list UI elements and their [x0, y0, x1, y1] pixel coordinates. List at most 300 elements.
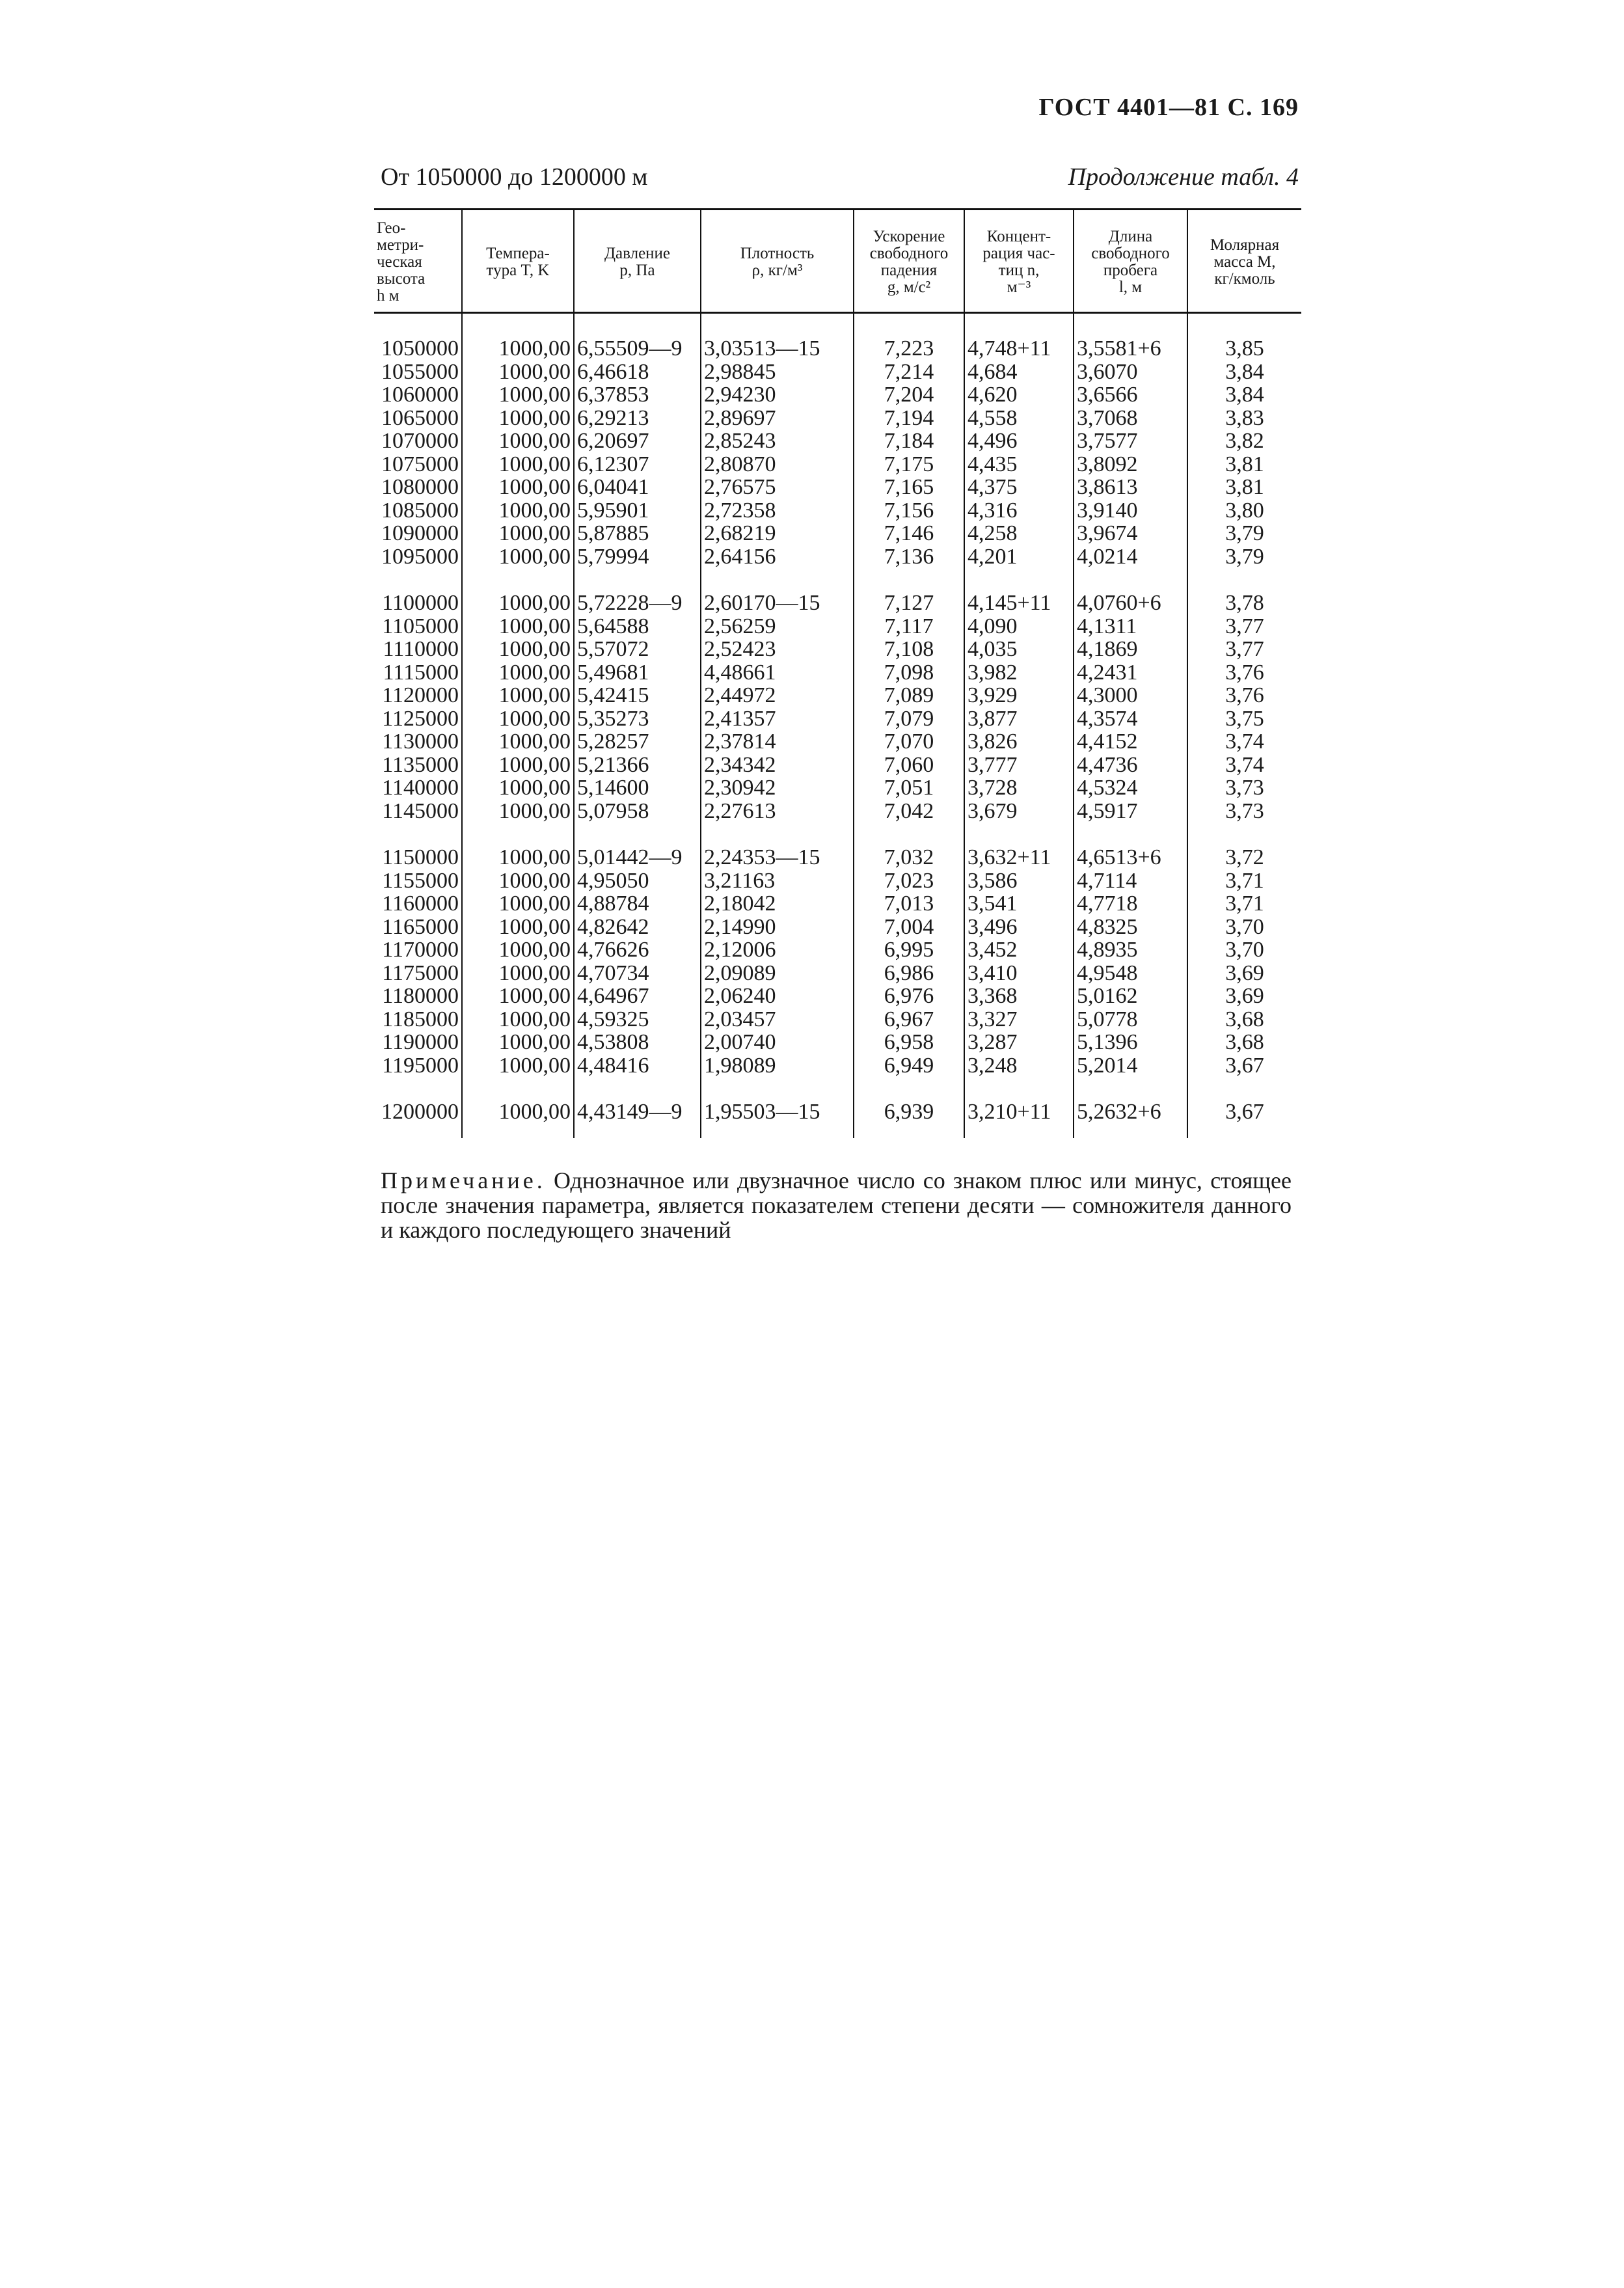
spacer-cell [574, 1077, 701, 1100]
spacer-cell [374, 823, 462, 846]
cell-pressure: 5,42415 [574, 684, 701, 707]
cell-temperature: 1000,00 [462, 730, 574, 754]
cell-gravity: 7,223 [854, 337, 964, 361]
table-row [374, 684, 1301, 707]
col-header-gravity: Ускорение свободного падения g, м/с² [854, 210, 964, 313]
cell-concentration: 3,877 [964, 707, 1074, 731]
cell-molar-mass: 3,79 [1225, 544, 1264, 569]
cell-concentration: 3,777 [964, 754, 1074, 777]
cell-pressure: 6,12307 [574, 453, 701, 476]
spacer-cell [1074, 313, 1187, 338]
spacer-cell [854, 1077, 964, 1100]
cell-height: 1150000 [374, 846, 462, 869]
cell-gravity: 7,117 [854, 615, 964, 638]
height-range: От 1050000 до 1200000 м [381, 163, 648, 191]
cell-free-path: 4,0760+6 [1074, 592, 1187, 615]
spacer-cell [964, 1077, 1074, 1100]
spacer-cell [574, 568, 701, 592]
cell-molar-mass: 3,74 [1225, 729, 1264, 754]
cell-free-path: 4,3574 [1074, 707, 1187, 731]
note-text: Однозначное или двузначное число со знаком плюс или минус, стоящее после значения параметра, является показателем степени десяти — сомножителя данного и каждого последующего значений [381, 1167, 1292, 1243]
cell-density: 4,48661 [701, 661, 854, 685]
cell-gravity: 7,194 [854, 407, 964, 430]
cell-concentration: 3,679 [964, 800, 1074, 823]
cell-height: 1065000 [374, 407, 462, 430]
table-row [374, 916, 1301, 939]
cell-free-path: 4,4736 [1074, 754, 1187, 777]
cell-height: 1060000 [374, 383, 462, 407]
cell-gravity: 7,214 [854, 361, 964, 384]
spacer-cell [574, 313, 701, 338]
cell-temperature: 1000,00 [462, 846, 574, 869]
cell-concentration: 3,210+11 [964, 1100, 1074, 1124]
cell-temperature: 1000,00 [462, 522, 574, 545]
cell-concentration: 3,287 [964, 1031, 1074, 1054]
cell-concentration: 3,728 [964, 776, 1074, 800]
cell-pressure: 6,37853 [574, 383, 701, 407]
cell-pressure: 4,48416 [574, 1054, 701, 1078]
cell-density: 1,98089 [701, 1054, 854, 1078]
cell-pressure: 4,53808 [574, 1031, 701, 1054]
cell-density: 2,76575 [701, 476, 854, 499]
cell-concentration: 4,258 [964, 522, 1074, 545]
group-spacer [374, 1124, 1301, 1138]
cell-gravity: 7,089 [854, 684, 964, 707]
table-row [374, 776, 1301, 800]
cell-gravity: 7,098 [854, 661, 964, 685]
cell-free-path: 5,2632+6 [1074, 1100, 1187, 1124]
cell-free-path: 4,5917 [1074, 800, 1187, 823]
cell-pressure: 4,95050 [574, 869, 701, 893]
cell-height: 1165000 [374, 916, 462, 939]
spacer-cell [854, 823, 964, 846]
cell-height: 1110000 [374, 638, 462, 661]
cell-height: 1095000 [374, 545, 462, 569]
spacer-cell [462, 823, 574, 846]
table-row [374, 361, 1301, 384]
table-row [374, 638, 1301, 661]
cell-molar-mass: 3,70 [1225, 938, 1264, 962]
spacer-cell [701, 823, 854, 846]
table-body [374, 313, 1301, 1138]
cell-molar-mass: 3,83 [1225, 405, 1264, 430]
spacer-cell [462, 313, 574, 338]
spacer-cell [574, 823, 701, 846]
spacer-cell [1187, 1124, 1301, 1138]
cell-free-path: 5,2014 [1074, 1054, 1187, 1078]
cell-height: 1055000 [374, 361, 462, 384]
cell-pressure: 5,07958 [574, 800, 701, 823]
cell-temperature: 1000,00 [462, 476, 574, 499]
spacer-cell [462, 568, 574, 592]
cell-molar-mass: 3,75 [1225, 706, 1264, 731]
cell-height: 1160000 [374, 892, 462, 916]
cell-pressure: 5,21366 [574, 754, 701, 777]
cell-molar-mass: 3,68 [1225, 1030, 1264, 1054]
table-row [374, 869, 1301, 893]
cell-density: 2,94230 [701, 383, 854, 407]
group-spacer [374, 568, 1301, 592]
cell-pressure: 6,46618 [574, 361, 701, 384]
spacer-cell [462, 1077, 574, 1100]
cell-molar-mass: 3,74 [1225, 752, 1264, 777]
cell-free-path: 3,6070 [1074, 361, 1187, 384]
table-row [374, 522, 1301, 545]
cell-molar-mass: 3,79 [1225, 521, 1264, 545]
cell-free-path: 4,7718 [1074, 892, 1187, 916]
cell-density: 2,00740 [701, 1031, 854, 1054]
table-row [374, 1100, 1301, 1124]
cell-free-path: 3,9674 [1074, 522, 1187, 545]
cell-temperature: 1000,00 [462, 776, 574, 800]
cell-temperature: 1000,00 [462, 1054, 574, 1078]
spacer-cell [964, 1124, 1074, 1138]
cell-temperature: 1000,00 [462, 661, 574, 685]
cell-density: 2,34342 [701, 754, 854, 777]
cell-gravity: 7,184 [854, 429, 964, 453]
cell-temperature: 1000,00 [462, 545, 574, 569]
cell-free-path: 4,7114 [1074, 869, 1187, 893]
cell-density: 2,44972 [701, 684, 854, 707]
note-label: Примечание. [381, 1167, 546, 1193]
cell-density: 2,27613 [701, 800, 854, 823]
cell-gravity: 7,136 [854, 545, 964, 569]
cell-concentration: 4,435 [964, 453, 1074, 476]
cell-height: 1180000 [374, 985, 462, 1008]
cell-temperature: 1000,00 [462, 383, 574, 407]
cell-molar-mass: 3,73 [1225, 776, 1264, 800]
spacer-cell [964, 568, 1074, 592]
table-row [374, 754, 1301, 777]
cell-molar-mass: 3,71 [1225, 892, 1264, 916]
cell-gravity: 7,127 [854, 592, 964, 615]
cell-height: 1075000 [374, 453, 462, 476]
cell-gravity: 7,079 [854, 707, 964, 731]
cell-pressure: 5,49681 [574, 661, 701, 685]
cell-molar-mass: 3,67 [1225, 1053, 1264, 1078]
cell-free-path: 4,8935 [1074, 938, 1187, 962]
cell-height: 1195000 [374, 1054, 462, 1078]
cell-temperature: 1000,00 [462, 638, 574, 661]
col-header-pressure: Давление p, Па [574, 210, 701, 313]
cell-gravity: 6,949 [854, 1054, 964, 1078]
table-row [374, 661, 1301, 685]
cell-free-path: 4,5324 [1074, 776, 1187, 800]
cell-gravity: 7,032 [854, 846, 964, 869]
cell-pressure: 6,29213 [574, 407, 701, 430]
table-row [374, 429, 1301, 453]
cell-free-path: 4,4152 [1074, 730, 1187, 754]
cell-concentration: 4,558 [964, 407, 1074, 430]
cell-free-path: 3,5581+6 [1074, 337, 1187, 361]
cell-molar-mass: 3,80 [1225, 498, 1264, 523]
cell-density: 2,56259 [701, 615, 854, 638]
spacer-cell [964, 313, 1074, 338]
cell-concentration: 4,145+11 [964, 592, 1074, 615]
cell-density: 2,72358 [701, 499, 854, 523]
cell-concentration: 4,684 [964, 361, 1074, 384]
cell-molar-mass: 3,82 [1225, 429, 1264, 453]
cell-height: 1190000 [374, 1031, 462, 1054]
cell-molar-mass: 3,81 [1225, 475, 1264, 499]
cell-temperature: 1000,00 [462, 754, 574, 777]
table-row [374, 545, 1301, 569]
cell-concentration: 3,327 [964, 1008, 1074, 1031]
cell-temperature: 1000,00 [462, 684, 574, 707]
cell-height: 1090000 [374, 522, 462, 545]
cell-temperature: 1000,00 [462, 361, 574, 384]
cell-pressure: 4,76626 [574, 938, 701, 962]
cell-molar-mass: 3,69 [1225, 984, 1264, 1008]
table-row [374, 938, 1301, 962]
cell-molar-mass: 3,85 [1225, 336, 1264, 361]
spacer-cell [374, 1124, 462, 1138]
cell-temperature: 1000,00 [462, 800, 574, 823]
cell-temperature: 1000,00 [462, 453, 574, 476]
cell-pressure: 5,14600 [574, 776, 701, 800]
col-header-density: Плотность ρ, кг/м³ [701, 210, 854, 313]
table-row [374, 453, 1301, 476]
cell-height: 1145000 [374, 800, 462, 823]
cell-temperature: 1000,00 [462, 869, 574, 893]
cell-free-path: 3,8092 [1074, 453, 1187, 476]
spacer-cell [964, 823, 1074, 846]
cell-gravity: 7,070 [854, 730, 964, 754]
col-header-free-path: Длина свободного пробега l, м [1074, 210, 1187, 313]
cell-pressure: 4,70734 [574, 962, 701, 985]
cell-molar-mass: 3,81 [1225, 452, 1264, 476]
cell-height: 1085000 [374, 499, 462, 523]
cell-gravity: 7,051 [854, 776, 964, 800]
cell-temperature: 1000,00 [462, 707, 574, 731]
table-row [374, 476, 1301, 499]
cell-density: 2,41357 [701, 707, 854, 731]
cell-height: 1170000 [374, 938, 462, 962]
spacer-cell [854, 568, 964, 592]
cell-density: 2,03457 [701, 1008, 854, 1031]
cell-free-path: 4,1311 [1074, 615, 1187, 638]
cell-density: 2,52423 [701, 638, 854, 661]
cell-concentration: 4,620 [964, 383, 1074, 407]
spacer-cell [374, 313, 462, 338]
cell-height: 1185000 [374, 1008, 462, 1031]
cell-pressure: 4,43149—9 [574, 1100, 701, 1124]
cell-temperature: 1000,00 [462, 962, 574, 985]
cell-height: 1070000 [374, 429, 462, 453]
cell-gravity: 7,204 [854, 383, 964, 407]
cell-free-path: 5,1396 [1074, 1031, 1187, 1054]
cell-density: 2,64156 [701, 545, 854, 569]
table-row [374, 707, 1301, 731]
cell-density: 2,12006 [701, 938, 854, 962]
cell-pressure: 4,64967 [574, 985, 701, 1008]
cell-temperature: 1000,00 [462, 1008, 574, 1031]
cell-gravity: 7,023 [854, 869, 964, 893]
group-spacer [374, 313, 1301, 338]
cell-height: 1080000 [374, 476, 462, 499]
cell-temperature: 1000,00 [462, 985, 574, 1008]
cell-density: 2,85243 [701, 429, 854, 453]
cell-pressure: 5,72228—9 [574, 592, 701, 615]
cell-density: 3,03513—15 [701, 337, 854, 361]
atmosphere-table-container [374, 208, 1301, 1138]
cell-free-path: 4,1869 [1074, 638, 1187, 661]
cell-free-path: 5,0162 [1074, 985, 1187, 1008]
cell-density: 2,89697 [701, 407, 854, 430]
table-note [381, 1168, 1292, 1242]
cell-temperature: 1000,00 [462, 592, 574, 615]
spacer-cell [574, 1124, 701, 1138]
cell-pressure: 5,95901 [574, 499, 701, 523]
cell-height: 1115000 [374, 661, 462, 685]
spacer-cell [462, 1124, 574, 1138]
cell-pressure: 6,55509—9 [574, 337, 701, 361]
spacer-cell [1187, 1077, 1301, 1100]
cell-free-path: 3,9140 [1074, 499, 1187, 523]
spacer-cell [1187, 568, 1301, 592]
cell-free-path: 4,9548 [1074, 962, 1187, 985]
cell-gravity: 7,042 [854, 800, 964, 823]
cell-gravity: 7,175 [854, 453, 964, 476]
cell-height: 1140000 [374, 776, 462, 800]
table-row [374, 407, 1301, 430]
cell-density: 2,68219 [701, 522, 854, 545]
table-row [374, 592, 1301, 615]
cell-gravity: 7,146 [854, 522, 964, 545]
cell-molar-mass: 3,76 [1225, 683, 1264, 707]
cell-height: 1100000 [374, 592, 462, 615]
cell-pressure: 5,01442—9 [574, 846, 701, 869]
cell-gravity: 7,060 [854, 754, 964, 777]
cell-height: 1120000 [374, 684, 462, 707]
cell-density: 2,18042 [701, 892, 854, 916]
table-row [374, 800, 1301, 823]
cell-concentration: 3,410 [964, 962, 1074, 985]
cell-pressure: 5,87885 [574, 522, 701, 545]
cell-density: 2,14990 [701, 916, 854, 939]
cell-density: 2,30942 [701, 776, 854, 800]
table-row [374, 892, 1301, 916]
cell-concentration: 3,452 [964, 938, 1074, 962]
cell-gravity: 6,967 [854, 1008, 964, 1031]
cell-molar-mass: 3,77 [1225, 614, 1264, 638]
cell-density: 2,60170—15 [701, 592, 854, 615]
col-header-height: Гео- метри- ческая высота h м [374, 210, 462, 313]
col-header-temperature: Темпера- тура T, K [462, 210, 574, 313]
cell-temperature: 1000,00 [462, 429, 574, 453]
cell-density: 1,95503—15 [701, 1100, 854, 1124]
cell-free-path: 3,6566 [1074, 383, 1187, 407]
cell-free-path: 3,7068 [1074, 407, 1187, 430]
cell-free-path: 4,6513+6 [1074, 846, 1187, 869]
cell-gravity: 6,939 [854, 1100, 964, 1124]
cell-gravity: 7,108 [854, 638, 964, 661]
cell-density: 2,98845 [701, 361, 854, 384]
cell-height: 1130000 [374, 730, 462, 754]
cell-concentration: 4,375 [964, 476, 1074, 499]
table-row [374, 1054, 1301, 1078]
cell-concentration: 3,586 [964, 869, 1074, 893]
cell-gravity: 6,958 [854, 1031, 964, 1054]
spacer-cell [701, 313, 854, 338]
cell-temperature: 1000,00 [462, 916, 574, 939]
cell-pressure: 4,88784 [574, 892, 701, 916]
cell-density: 2,37814 [701, 730, 854, 754]
cell-gravity: 7,004 [854, 916, 964, 939]
cell-molar-mass: 3,68 [1225, 1007, 1264, 1031]
spacer-cell [1187, 823, 1301, 846]
page-title: ГОСТ 4401—81 С. 169 [1038, 94, 1299, 121]
cell-concentration: 4,201 [964, 545, 1074, 569]
cell-molar-mass: 3,67 [1225, 1100, 1264, 1124]
cell-concentration: 4,748+11 [964, 337, 1074, 361]
cell-temperature: 1000,00 [462, 938, 574, 962]
cell-molar-mass: 3,69 [1225, 960, 1264, 985]
cell-height: 1105000 [374, 615, 462, 638]
cell-pressure: 6,20697 [574, 429, 701, 453]
cell-height: 1135000 [374, 754, 462, 777]
cell-gravity: 6,976 [854, 985, 964, 1008]
cell-pressure: 4,82642 [574, 916, 701, 939]
cell-temperature: 1000,00 [462, 615, 574, 638]
cell-temperature: 1000,00 [462, 407, 574, 430]
cell-temperature: 1000,00 [462, 1031, 574, 1054]
cell-free-path: 4,3000 [1074, 684, 1187, 707]
cell-pressure: 4,59325 [574, 1008, 701, 1031]
cell-height: 1125000 [374, 707, 462, 731]
spacer-cell [1074, 1124, 1187, 1138]
table-continuation-label: Продолжение табл. 4 [1068, 163, 1299, 191]
table-row [374, 1008, 1301, 1031]
cell-concentration: 4,090 [964, 615, 1074, 638]
table-row [374, 337, 1301, 361]
cell-gravity: 6,995 [854, 938, 964, 962]
cell-density: 2,09089 [701, 962, 854, 985]
table-header [374, 210, 1301, 313]
cell-molar-mass: 3,78 [1225, 591, 1264, 615]
cell-density: 3,21163 [701, 869, 854, 893]
spacer-cell [701, 568, 854, 592]
cell-concentration: 3,248 [964, 1054, 1074, 1078]
spacer-cell [854, 1124, 964, 1138]
cell-molar-mass: 3,76 [1225, 660, 1264, 685]
table-row [374, 730, 1301, 754]
cell-pressure: 5,64588 [574, 615, 701, 638]
cell-height: 1155000 [374, 869, 462, 893]
cell-pressure: 6,04041 [574, 476, 701, 499]
cell-density: 2,24353—15 [701, 846, 854, 869]
spacer-cell [1187, 313, 1301, 338]
table-header-row [374, 210, 1301, 313]
cell-molar-mass: 3,77 [1225, 637, 1264, 661]
cell-concentration: 3,826 [964, 730, 1074, 754]
cell-temperature: 1000,00 [462, 499, 574, 523]
cell-pressure: 5,57072 [574, 638, 701, 661]
table-row [374, 615, 1301, 638]
cell-free-path: 5,0778 [1074, 1008, 1187, 1031]
cell-free-path: 3,7577 [1074, 429, 1187, 453]
cell-concentration: 3,368 [964, 985, 1074, 1008]
cell-height: 1175000 [374, 962, 462, 985]
cell-gravity: 7,013 [854, 892, 964, 916]
cell-molar-mass: 3,71 [1225, 868, 1264, 893]
table-row [374, 1031, 1301, 1054]
spacer-cell [1074, 823, 1187, 846]
cell-concentration: 3,541 [964, 892, 1074, 916]
cell-molar-mass: 3,84 [1225, 359, 1264, 384]
table-row [374, 383, 1301, 407]
cell-pressure: 5,35273 [574, 707, 701, 731]
